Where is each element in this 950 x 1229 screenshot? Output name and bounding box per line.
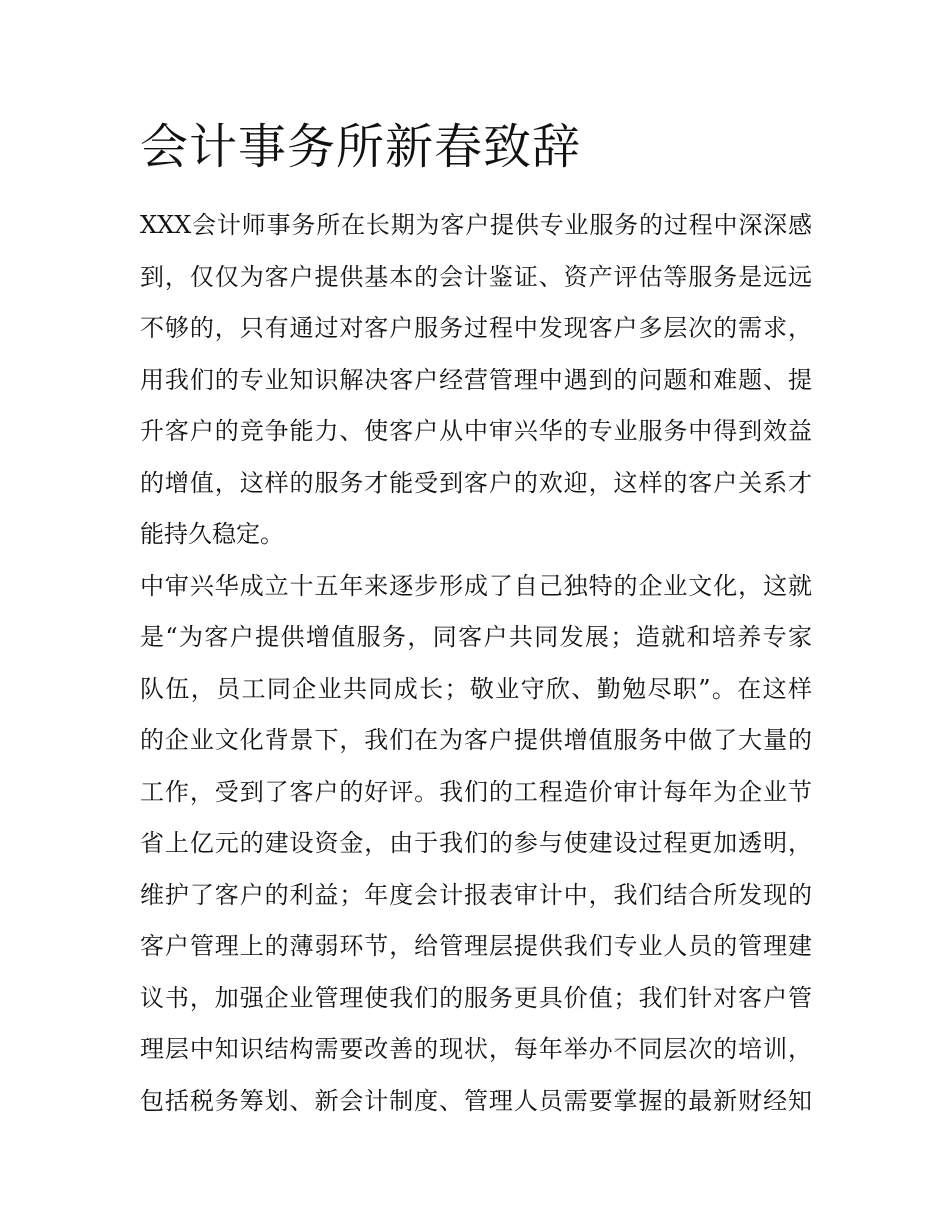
document-body — [140, 112, 812, 1127]
paragraph-line: 队伍，员工同企业共同成长；敬业守欣、勤勉尽职”。在这样 — [140, 674, 812, 703]
paragraph-1 — [140, 200, 812, 561]
paragraph-2 — [140, 561, 812, 1128]
paragraph-line: 维护了客户的利益；年度会计报表审计中，我们结合所发现的 — [140, 880, 812, 909]
paragraph-line: 是“为客户提供增值服务，同客户共同发展；造就和培养专家 — [140, 623, 812, 651]
paragraph-line: 升客户的竞争能力、使客户从中审兴华的专业服务中得到效益 — [140, 417, 812, 445]
paragraph-line: 的企业文化背景下，我们在为客户提供增值服务中做了大量的 — [140, 726, 812, 754]
paragraph-line: 到，仅仅为客户提供基本的会计鉴证、资产评估等服务是远远 — [140, 262, 812, 291]
paragraph-line: 不够的，只有通过对客户服务过程中发现客户多层次的需求， — [140, 314, 812, 342]
paragraph-line: 用我们的专业知识解决客户经营管理中遇到的问题和难题、提 — [140, 365, 812, 394]
paragraph-line: 能持久稳定。 — [140, 520, 284, 548]
paragraph-line: 议书，加强企业管理使我们的服务更具价值；我们针对客户管 — [140, 983, 812, 1012]
paragraph-line: 包括税务筹划、新会计制度、管理人员需要掌握的最新财经知 — [140, 1086, 812, 1115]
paragraph-line: 的增值，这样的服务才能受到客户的欢迎，这样的客户关系才 — [140, 468, 812, 497]
paragraph-line: XXX会计师事务所在长期为客户提供专业服务的过程中深深感 — [140, 211, 812, 239]
paragraph-line: 理层中知识结构需要改善的现状，每年举办不同层次的培训， — [140, 1035, 812, 1063]
paragraph-line: 中审兴华成立十五年来逐步形成了自己独特的企业文化，这就 — [140, 571, 812, 600]
paragraph-line: 省上亿元的建设资金，由于我们的参与使建设过程更加透明， — [140, 829, 812, 857]
paragraph-line: 工作，受到了客户的好评。我们的工程造价审计每年为企业节 — [140, 777, 812, 806]
document-title: 会计事务所新春致辞 — [140, 119, 582, 175]
paragraph-line: 客户管理上的薄弱环节，给管理层提供我们专业人员的管理建 — [140, 932, 812, 960]
